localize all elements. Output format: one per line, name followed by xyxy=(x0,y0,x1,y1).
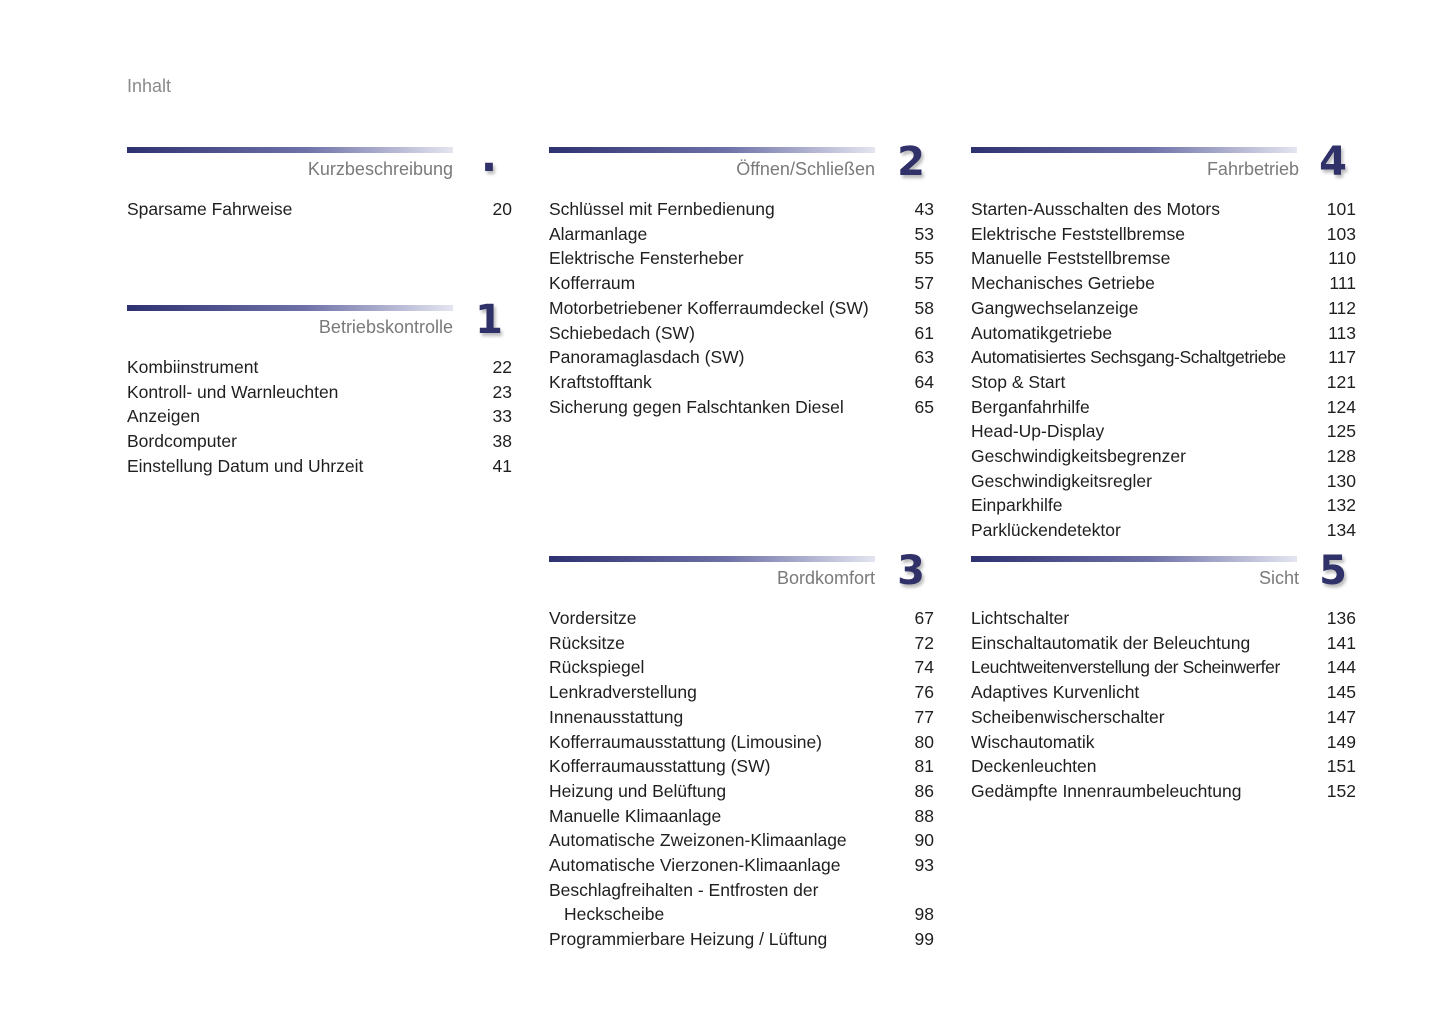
chapter-number: 1 xyxy=(475,297,503,343)
toc-entry-page: 43 xyxy=(914,199,934,219)
toc-entry-label: Geschwindigkeitsbegrenzer xyxy=(971,446,1186,467)
toc-entry-page: 152 xyxy=(1326,780,1356,801)
section-header-bar xyxy=(549,147,875,153)
toc-entry-page: 74 xyxy=(914,657,934,678)
toc-entry[interactable] xyxy=(549,246,934,271)
toc-entry[interactable] xyxy=(549,271,934,296)
toc-entry[interactable] xyxy=(549,804,934,829)
toc-entry-page: 117 xyxy=(1328,347,1356,368)
toc-entry-page: 124 xyxy=(1326,396,1356,417)
toc-entry[interactable] xyxy=(549,705,934,730)
chapter-number: 5 xyxy=(1319,548,1347,594)
toc-entry[interactable] xyxy=(971,222,1356,247)
toc-entry-page: 90 xyxy=(914,830,934,851)
toc-entry-label: Einschaltautomatik der Beleuchtung xyxy=(971,632,1251,653)
toc-entry[interactable] xyxy=(549,779,934,804)
toc-entry-label: Alarmanlage xyxy=(549,223,648,244)
toc-entry-page: 72 xyxy=(914,632,934,653)
toc-entry[interactable] xyxy=(549,828,934,853)
toc-entry-label: Mechanisches Getriebe xyxy=(971,273,1155,294)
toc-entry[interactable] xyxy=(549,754,934,779)
toc-entry-page: 23 xyxy=(492,381,512,402)
toc-entry[interactable] xyxy=(549,197,934,222)
toc-entry-label: Motorbetriebener Kofferraumdeckel (SW) xyxy=(549,297,869,318)
toc-entry[interactable] xyxy=(549,655,934,680)
toc-entry-page: 103 xyxy=(1326,223,1356,244)
toc-entry[interactable] xyxy=(549,321,934,346)
toc-entry-label: Automatische Vierzonen-Klimaanlage xyxy=(549,855,841,876)
toc-entry-page: 121 xyxy=(1326,371,1356,392)
toc-entry[interactable] xyxy=(971,197,1356,222)
toc-entry-page: 76 xyxy=(914,682,934,703)
toc-entry-page: 20 xyxy=(492,199,512,219)
toc-entry-label: Bordcomputer xyxy=(127,431,237,452)
toc-entry[interactable] xyxy=(971,246,1356,271)
toc-entry-page: 130 xyxy=(1326,470,1356,491)
toc-entry[interactable] xyxy=(971,469,1356,494)
toc-entry-page: 98 xyxy=(914,904,934,925)
toc-entry[interactable] xyxy=(971,754,1356,779)
toc-entry[interactable] xyxy=(127,429,512,454)
toc-entry-label: Beschlagfreihalten - Entfrosten der xyxy=(549,879,819,900)
entry-list xyxy=(127,355,512,479)
toc-entry[interactable] xyxy=(549,680,934,705)
toc-entry-page: 86 xyxy=(914,780,934,801)
toc-entry[interactable] xyxy=(549,878,934,927)
chapter-number: 3 xyxy=(897,548,925,594)
section-title: Sicht xyxy=(1258,568,1299,588)
toc-entry-page: 141 xyxy=(1326,632,1356,653)
toc-entry[interactable] xyxy=(549,345,934,370)
toc-entry-page: 101 xyxy=(1326,199,1356,219)
section-header-bar xyxy=(549,556,875,562)
toc-entry-label: Kofferraumausstattung (SW) xyxy=(549,756,771,777)
toc-entry-label: Lenkradverstellung xyxy=(549,682,697,703)
toc-entry-label: Scheibenwischerschalter xyxy=(971,706,1165,727)
toc-entry-label: Einstellung Datum und Uhrzeit xyxy=(127,455,364,476)
toc-entry-page: 57 xyxy=(914,273,934,294)
toc-entry-label: Leuchtweitenverstellung der Scheinwerfer xyxy=(971,657,1280,678)
toc-entry[interactable] xyxy=(971,345,1356,370)
toc-entry-label: Sparsame Fahrweise xyxy=(127,199,293,219)
toc-entry[interactable] xyxy=(971,705,1356,730)
entry-list xyxy=(971,197,1356,543)
toc-entry-page: 128 xyxy=(1326,446,1356,467)
toc-entry-label: Programmierbare Heizung / Lüftung xyxy=(549,929,828,950)
toc-entry-label: Elektrische Fensterheber xyxy=(549,248,744,269)
entry-list xyxy=(127,197,512,222)
toc-entry-label: Head-Up-Display xyxy=(971,421,1105,442)
toc-entry[interactable] xyxy=(971,395,1356,420)
page-title: Inhalt xyxy=(127,76,172,96)
toc-entry-page: 111 xyxy=(1329,273,1356,294)
toc-entry-label: Starten-Ausschalten des Motors xyxy=(971,199,1221,219)
toc-entry-page: 67 xyxy=(914,608,934,628)
toc-entry-page: 144 xyxy=(1326,657,1356,678)
toc-entry-page: 125 xyxy=(1326,421,1356,442)
toc-entry-page: 136 xyxy=(1326,608,1356,628)
toc-entry-page: 65 xyxy=(914,396,934,417)
toc-entry-label: Geschwindigkeitsregler xyxy=(971,470,1152,491)
toc-entry[interactable] xyxy=(549,927,934,952)
entry-list xyxy=(549,606,934,952)
toc-entry-page: 112 xyxy=(1328,297,1356,318)
toc-entry-page: 58 xyxy=(914,297,934,318)
toc-entry[interactable] xyxy=(549,222,934,247)
toc-entry-label: Rückspiegel xyxy=(549,657,645,678)
toc-entry[interactable] xyxy=(971,493,1356,518)
toc-entry[interactable] xyxy=(971,419,1356,444)
toc-entry-page: 132 xyxy=(1326,495,1356,516)
section-header-bar xyxy=(971,147,1297,153)
toc-entry-page: 151 xyxy=(1326,756,1356,777)
toc-entry[interactable] xyxy=(549,606,934,631)
toc-entry-page: 99 xyxy=(914,929,934,950)
toc-entry-label-continued: Heckscheibe xyxy=(564,904,665,925)
toc-entry-page: 77 xyxy=(914,706,934,727)
section-title: Kurzbeschreibung xyxy=(307,159,453,179)
toc-entry[interactable] xyxy=(971,631,1356,656)
toc-entry-page: 149 xyxy=(1326,731,1356,752)
toc-entry-label: Panoramaglasdach (SW) xyxy=(549,347,745,368)
toc-entry-label: Lichtschalter xyxy=(971,608,1070,628)
toc-entry-label: Schlüssel mit Fernbedienung xyxy=(549,199,775,219)
toc-entry[interactable] xyxy=(127,197,512,222)
toc-entry[interactable] xyxy=(549,370,934,395)
toc-entry-page: 110 xyxy=(1328,248,1356,269)
toc-entry-label: Gedämpfte Innenraumbeleuchtung xyxy=(971,780,1242,801)
toc-entry[interactable] xyxy=(549,631,934,656)
toc-entry-page: 22 xyxy=(492,357,512,377)
toc-entry-page: 93 xyxy=(914,855,934,876)
toc-entry-label: Stop & Start xyxy=(971,371,1066,392)
toc-entry-label: Schiebedach (SW) xyxy=(549,322,695,343)
toc-entry-label: Deckenleuchten xyxy=(971,756,1097,777)
toc-entry[interactable] xyxy=(971,271,1356,296)
toc-entry-page: 63 xyxy=(914,347,934,368)
toc-entry[interactable] xyxy=(971,444,1356,469)
toc-entry-page: 81 xyxy=(914,756,934,777)
toc-entry[interactable] xyxy=(127,355,512,380)
toc-entry-page: 88 xyxy=(914,805,934,826)
toc-entry-label: Sicherung gegen Falschtanken Diesel xyxy=(549,396,844,417)
toc-entry-label: Manuelle Klimaanlage xyxy=(549,805,722,826)
section-title: Öffnen/Schließen xyxy=(736,159,875,179)
toc-entry-page: 41 xyxy=(492,455,512,476)
toc-entry-label: Kombiinstrument xyxy=(127,357,259,377)
toc-entry[interactable] xyxy=(127,454,512,479)
toc-entry[interactable] xyxy=(971,680,1356,705)
toc-entry-page: 53 xyxy=(914,223,934,244)
toc-entry-label: Adaptives Kurvenlicht xyxy=(971,682,1140,703)
toc-entry-label: Anzeigen xyxy=(127,406,200,427)
toc-entry-label: Vordersitze xyxy=(549,608,637,628)
toc-entry-label: Kontroll- und Warnleuchten xyxy=(127,381,339,402)
toc-entry-page: 38 xyxy=(492,431,512,452)
toc-entry-label: Einparkhilfe xyxy=(971,495,1063,516)
toc-entry-page: 147 xyxy=(1326,706,1356,727)
toc-entry-page: 145 xyxy=(1326,682,1356,703)
toc-entry-label: Berganfahrhilfe xyxy=(971,396,1090,417)
toc-entry-page: 113 xyxy=(1328,322,1356,343)
toc-entry[interactable] xyxy=(971,655,1356,680)
entry-list xyxy=(971,606,1356,804)
toc-entry-label: Parklückendetektor xyxy=(971,520,1121,541)
toc-entry-label: Innenausstattung xyxy=(549,706,684,727)
chapter-number: 2 xyxy=(897,139,925,185)
toc-entry-label: Heizung und Belüftung xyxy=(549,780,727,801)
toc-entry-page: 80 xyxy=(914,731,934,752)
toc-entry[interactable] xyxy=(549,730,934,755)
toc-entry-page: 61 xyxy=(914,322,934,343)
toc-entry-label: Kofferraum xyxy=(549,273,636,294)
toc-entry[interactable] xyxy=(127,380,512,405)
toc-entry-label: Elektrische Feststellbremse xyxy=(971,223,1185,244)
toc-entry[interactable] xyxy=(971,321,1356,346)
toc-entry-label: Kraftstofftank xyxy=(549,371,652,392)
toc-entry[interactable] xyxy=(549,395,934,420)
toc-entry-label: Automatisiertes Sechsgang-Schaltgetriebe xyxy=(971,347,1286,368)
toc-entry-label: Kofferraumausstattung (Limousine) xyxy=(549,731,823,752)
toc-entry-label: Manuelle Feststellbremse xyxy=(971,248,1171,269)
toc-entry[interactable] xyxy=(971,730,1356,755)
toc-entry-label: Rücksitze xyxy=(549,632,625,653)
section-title: Betriebskontrolle xyxy=(318,317,453,337)
toc-entry-label: Automatikgetriebe xyxy=(971,322,1113,343)
section-header-bar xyxy=(127,147,453,153)
toc-entry-page: 64 xyxy=(914,371,934,392)
section-title: Bordkomfort xyxy=(776,568,875,588)
toc-entry-label: Wischautomatik xyxy=(971,731,1095,752)
toc-entry-page: 134 xyxy=(1326,520,1356,541)
section-title: Fahrbetrieb xyxy=(1206,159,1299,179)
toc-entry-label: Gangwechselanzeige xyxy=(971,297,1139,318)
toc-entry[interactable] xyxy=(971,296,1356,321)
section-header-bar xyxy=(971,556,1297,562)
toc-entry[interactable] xyxy=(971,606,1356,631)
entry-list xyxy=(549,197,934,419)
toc-entry[interactable] xyxy=(971,779,1356,804)
toc-entry[interactable] xyxy=(971,370,1356,395)
toc-entry-label: Automatische Zweizonen-Klimaanlage xyxy=(549,830,847,851)
toc-entry-page: 55 xyxy=(914,248,934,269)
toc-entry[interactable] xyxy=(549,853,934,878)
chapter-number: . xyxy=(480,131,498,182)
chapter-number: 4 xyxy=(1319,139,1347,185)
toc-entry-page: 33 xyxy=(492,406,512,427)
toc-entry[interactable] xyxy=(127,404,512,429)
toc-entry[interactable] xyxy=(549,296,934,321)
toc-entry[interactable] xyxy=(971,518,1356,543)
section-header-bar xyxy=(127,305,453,311)
